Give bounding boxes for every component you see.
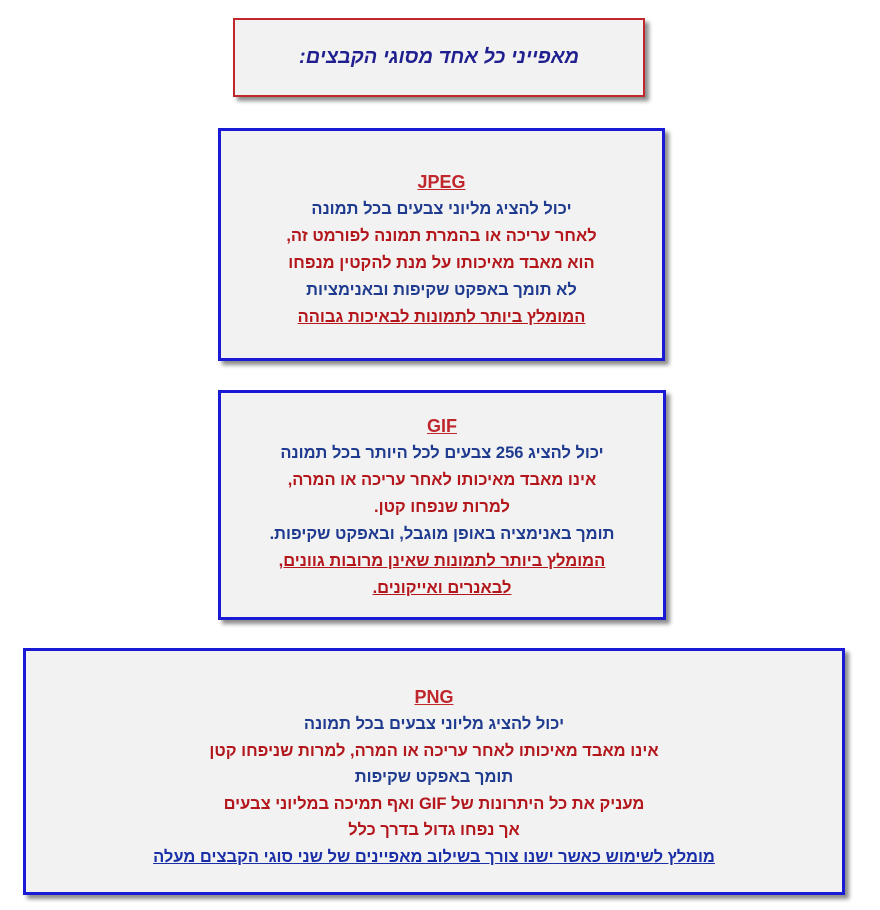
gif-recommendation-1: המומלץ ביותר לתמונות שאינן מרובות גוונים, [278, 552, 606, 570]
png-line-4: מעניק את כל היתרונות של GIF ואף תמיכה במליוני צבעים [223, 794, 645, 813]
png-line-5: אך נפחו גדול בדרך כלל [348, 821, 520, 839]
gif-line-2: אינו מאבד מאיכותו לאחר עריכה או המרה, [287, 471, 597, 489]
png-box [23, 648, 845, 895]
png-line-3: תומך באפקט שקיפות [354, 768, 514, 786]
jpeg-line-4: לא תומך באפקט שקיפות ובאנימציות [306, 281, 577, 299]
gif-heading: GIF [427, 416, 457, 436]
jpeg-line-2: לאחר עריכה או בהמרת תמונה לפורמט זה, [286, 227, 597, 245]
gif-line-1: יכול להציג 256 צבעים לכל היותר בכל תמונה [280, 444, 604, 462]
gif-recommendation-2: לבאנרים ואייקונים. [372, 579, 512, 597]
jpeg-box [218, 128, 665, 361]
png-line-2: אינו מאבד מאיכותו לאחר עריכה או המרה, למרות שניפחו קטן [209, 741, 659, 760]
title-box [233, 18, 645, 97]
jpeg-heading: JPEG [417, 172, 466, 192]
gif-line-4: תומך באנימציה באופן מוגבל, ובאפקט שקיפות. [269, 525, 615, 543]
jpeg-recommendation: המומלץ ביותר לתמונות לבאיכות גבוהה [297, 308, 586, 326]
gif-line-3: למרות שנפחו קטן. [374, 498, 510, 516]
page-title: מאפייני כל אחד מסוגי הקבצים: [299, 46, 579, 68]
jpeg-line-1: יכול להציג מליוני צבעים בכל תמונה [311, 200, 572, 218]
png-heading: PNG [414, 687, 454, 707]
gif-box [218, 390, 666, 620]
jpeg-line-3: הוא מאבד מאיכותו על מנת להקטין מנפחו [288, 254, 595, 272]
png-recommendation: מומלץ לשימוש כאשר ישנו צורך בשילוב מאפיינים של שני סוגי הקבצים מעלה [153, 847, 715, 866]
png-line-1: יכול להציג מליוני צבעים בכל תמונה [303, 715, 565, 733]
